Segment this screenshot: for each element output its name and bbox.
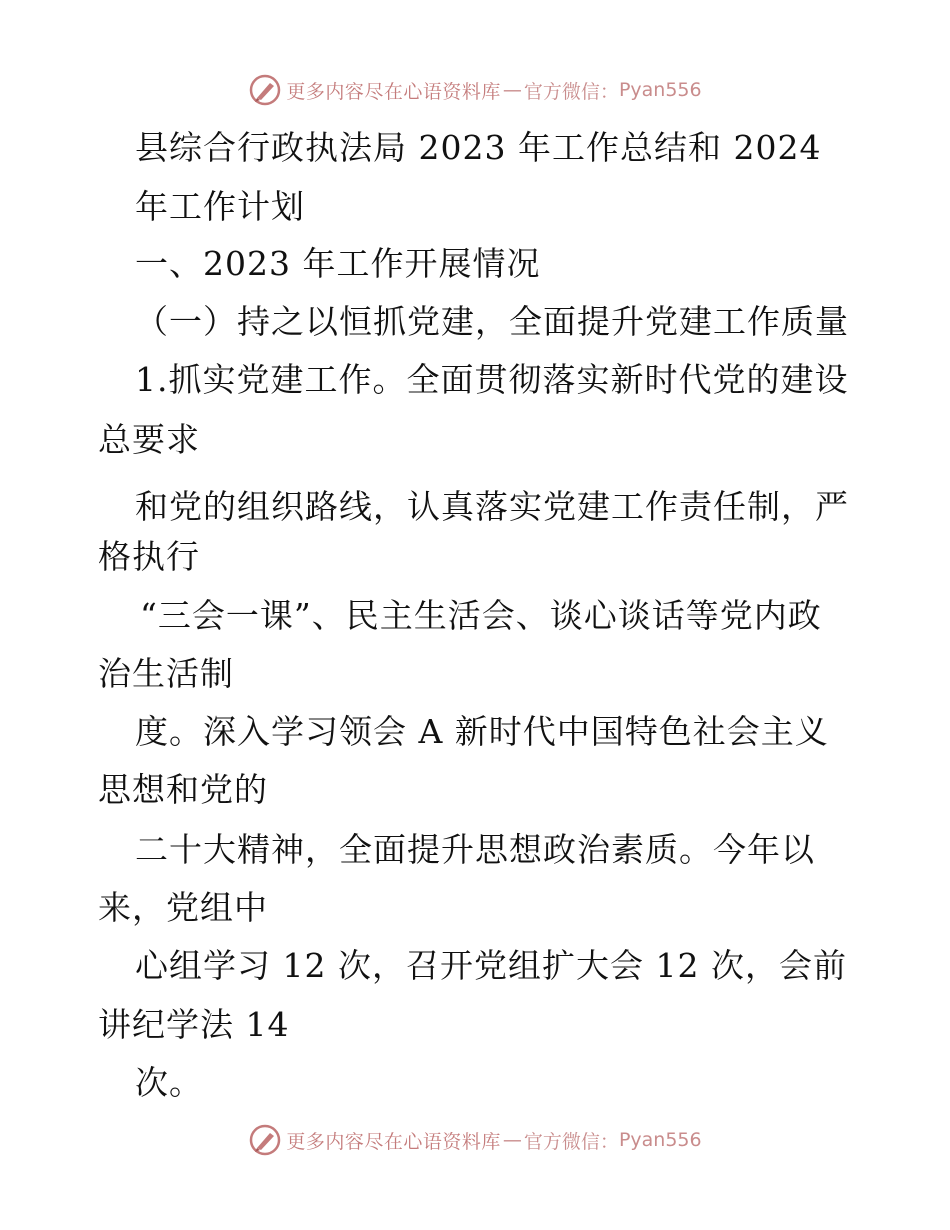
paragraph-line: 思想和党的 xyxy=(98,770,268,809)
paragraph-line: 和党的组织路线，认真落实党建工作责任制，严 xyxy=(135,487,849,526)
header-watermark xyxy=(0,70,950,110)
watermark-wechat-id: Pyan556 xyxy=(618,79,702,101)
watermark-wechat-label: 官方微信： xyxy=(523,1130,619,1153)
section-heading: 一、2023 年工作开展情况 xyxy=(135,244,541,283)
document-title-line-1: 县综合行政执法局 2023 年工作总结和 2024 xyxy=(135,128,822,167)
pen-logo-icon xyxy=(248,73,282,107)
watermark-separator: — xyxy=(502,79,522,101)
footer-watermark xyxy=(0,1120,950,1160)
paragraph-line: 治生活制 xyxy=(98,654,234,693)
paragraph-line: 格执行 xyxy=(98,537,200,576)
paragraph-line: 讲纪学法 14 xyxy=(98,1005,290,1044)
paragraph-line: 1.抓实党建工作。全面贯彻落实新时代党的建设 xyxy=(135,360,849,399)
paragraph-line: 心组学习 12 次，召开党组扩大会 12 次，会前 xyxy=(135,946,847,985)
watermark-wechat-label: 官方微信： xyxy=(523,80,619,103)
paragraph-line: 来，党组中 xyxy=(98,888,268,927)
paragraph-line: 总要求 xyxy=(98,420,200,459)
paragraph-line: “三会一课”、民主生活会、谈心谈话等党内政 xyxy=(140,596,822,635)
paragraph-line: 度。深入学习领会 A 新时代中国特色社会主义 xyxy=(135,712,829,751)
subsection-heading: （一）持之以恒抓党建，全面提升党建工作质量 xyxy=(135,302,849,341)
paragraph-line: 二十大精神，全面提升思想政治素质。今年以 xyxy=(135,830,815,869)
watermark-separator: — xyxy=(502,1129,522,1151)
watermark-site-text: 更多内容尽在心语资料库 xyxy=(286,1130,501,1153)
watermark-site-text: 更多内容尽在心语资料库 xyxy=(286,80,501,103)
pen-logo-icon xyxy=(248,1123,282,1157)
watermark-wechat-id: Pyan556 xyxy=(618,1129,702,1151)
paragraph-line: 次。 xyxy=(135,1063,203,1102)
document-title-line-2: 年工作计划 xyxy=(135,187,305,226)
